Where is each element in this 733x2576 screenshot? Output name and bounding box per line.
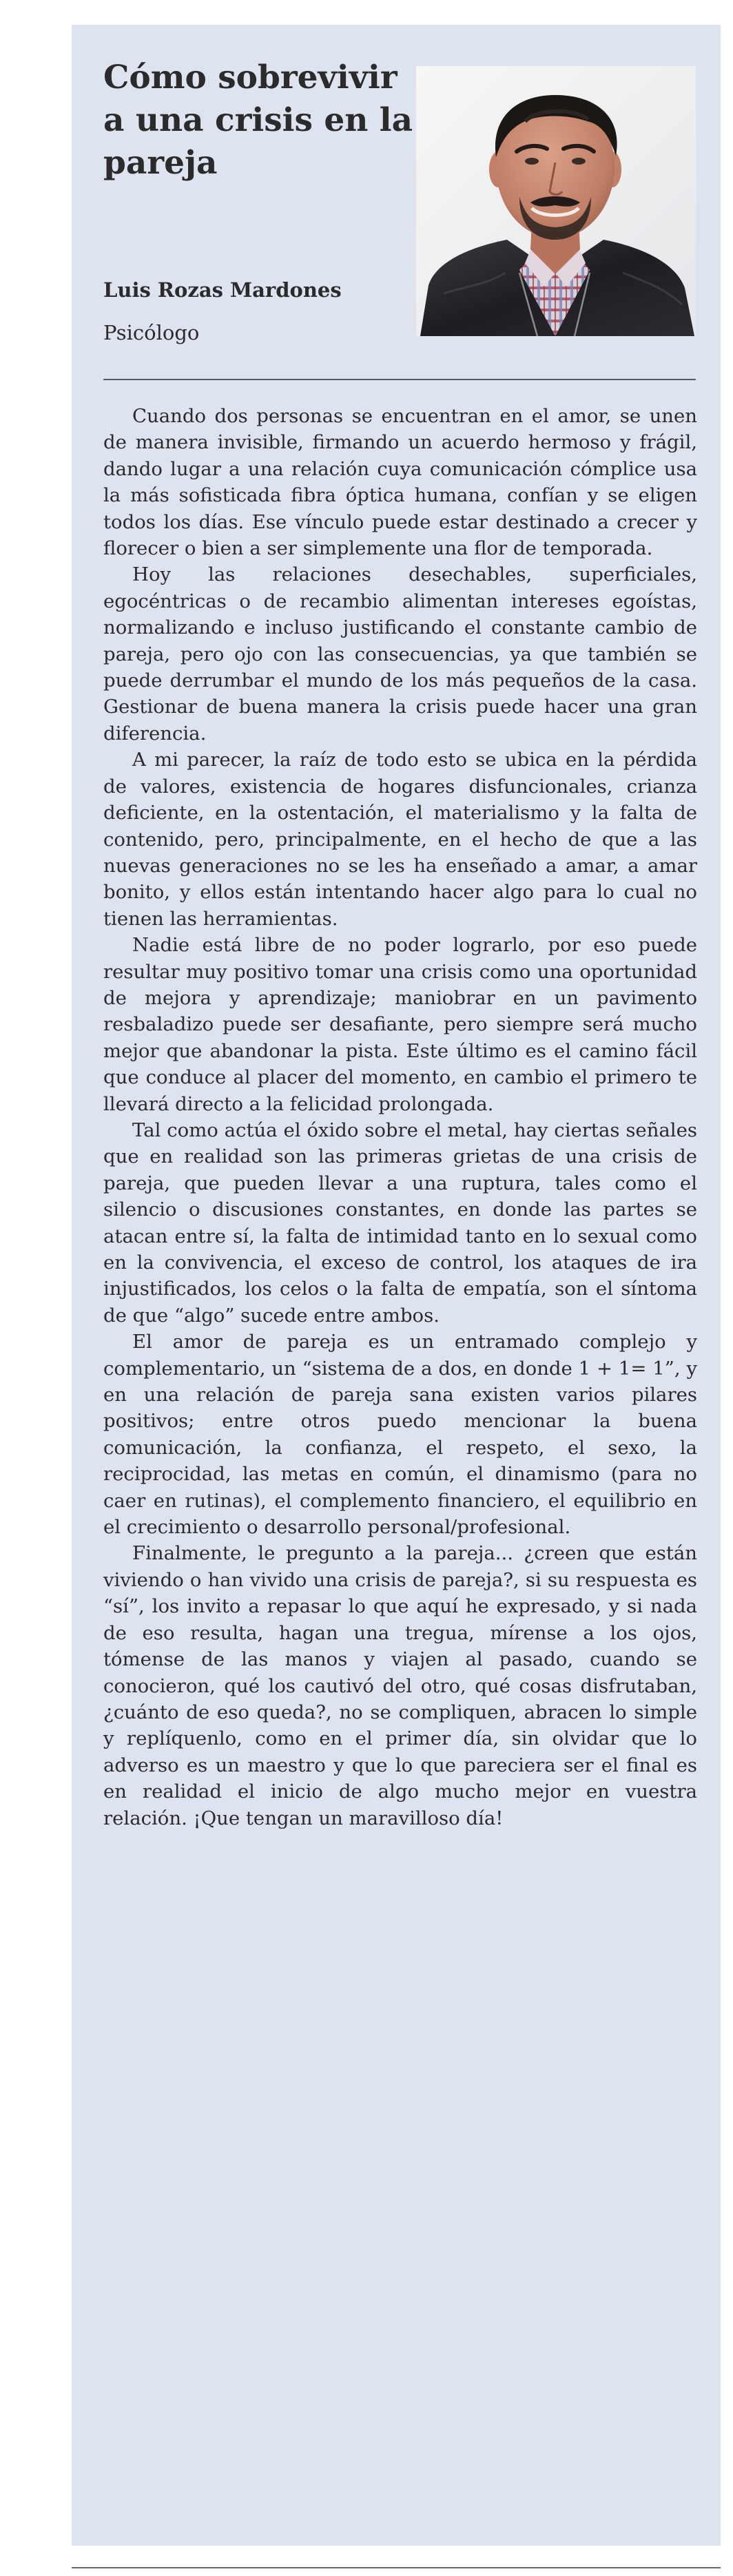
author-name: Luis Rozas Mardones [103,278,342,302]
author-portrait [416,66,696,336]
paragraph: Cuando dos personas se encuentran en el amor, se unen de manera invisible, firmando un acuerdo hermoso y frágil, dando lugar a una relación cuya comunicación cómplice usa la más sofisticada fibra óptica humana, confían y se eligen todos los días. Ese vínculo puede estar destinado a crecer y florecer o bien a ser simplemente una flor de temporada. [103,405,697,560]
paragraph: Tal como actúa el óxido sobre el metal, hay ciertas señales que en realidad son las primeras grietas de una crisis de pareja, que pueden llevar a una ruptura, tales como el silencio o discusiones constantes, en donde las partes se atacan entre sí, la falta de intimidad tanto en lo sexual como en la convivencia, el exceso de control, los ataques de ira injustificados, los celos o la falta de empatía, son el síntoma de que “algo” sucede entre ambos. [103,1119,697,1327]
author-role: Psicólogo [103,321,200,344]
paragraph: Finalmente, le pregunto a la pareja... ¿creen que están viviendo o han vivido una crisis de pareja?, si su respuesta es “sí”, los invito a repasar lo que aquí he expresado, y si nada de eso resulta, hagan una tregua, mírense a los ojos, tómense de las manos y viajen al pasado, cuando se conocieron, qué los cautivó del otro, qué cosas disfrutaban, ¿cuánto de eso queda?, no se compliquen, abracen lo simple y replíquenlo, como en el primer día, sin olvidar que lo adverso es un maestro y que lo que pareciera ser el final es en realidad el inicio de algo mucho mejor en vuestra relación. ¡Que tengan un maravilloso día! [103,1542,697,1829]
page-bottom-divider [72,2567,721,2568]
paragraph: El amor de pareja es un entramado complejo y complementario, un “sistema de a dos, en donde 1 + 1= 1”, y en una relación de pareja sana existen varios pilares positivos; entre otros puedo mencionar la buena comunicación, la confianza, el respeto, el sexo, la reciprocidad, las metas en común, el dinamismo (para no caer en rutinas), el complemento financiero, el equilibrio en el crecimiento o desarrollo personal/profesional. [103,1331,697,1539]
article-body [103,403,697,1831]
paragraph: Hoy las relaciones desechables, superficiales, egocéntricas o de recambio alimentan intereses egoístas, normalizando e incluso justificando el constante cambio de pareja, pero ojo con las consecuencias, ya que también se puede derrumbar el mundo de los más pequeños de la casa. Gestionar de buena manera la crisis puede hacer una gran diferencia. [103,563,697,745]
header-divider [103,379,696,380]
paragraph: Nadie está libre de no poder lograrlo, por eso puede resultar muy positivo tomar una crisis como una oportunidad de mejora y aprendizaje; maniobrar en un pavimento resbaladizo puede ser desafiante, pero siempre será mucho mejor que abandonar la pista. Este último es el camino fácil que conduce al placer del momento, en cambio el primero te llevará directo a la felicidad prolongada. [103,934,697,1115]
paragraph: A mi parecer, la raíz de todo esto se ubica en la pérdida de valores, existencia de hogares disfuncionales, crianza deficiente, en la ostentación, el materialismo y la falta de contenido, pero, principalmente, en el hecho de que a las nuevas generaciones no se les ha enseñado a amar, a amar bonito, y ellos están intentando hacer algo para lo cual no tienen las herramientas. [103,749,697,930]
article-title: Cómo sobrevivir a una crisis en la pareja [103,59,413,182]
